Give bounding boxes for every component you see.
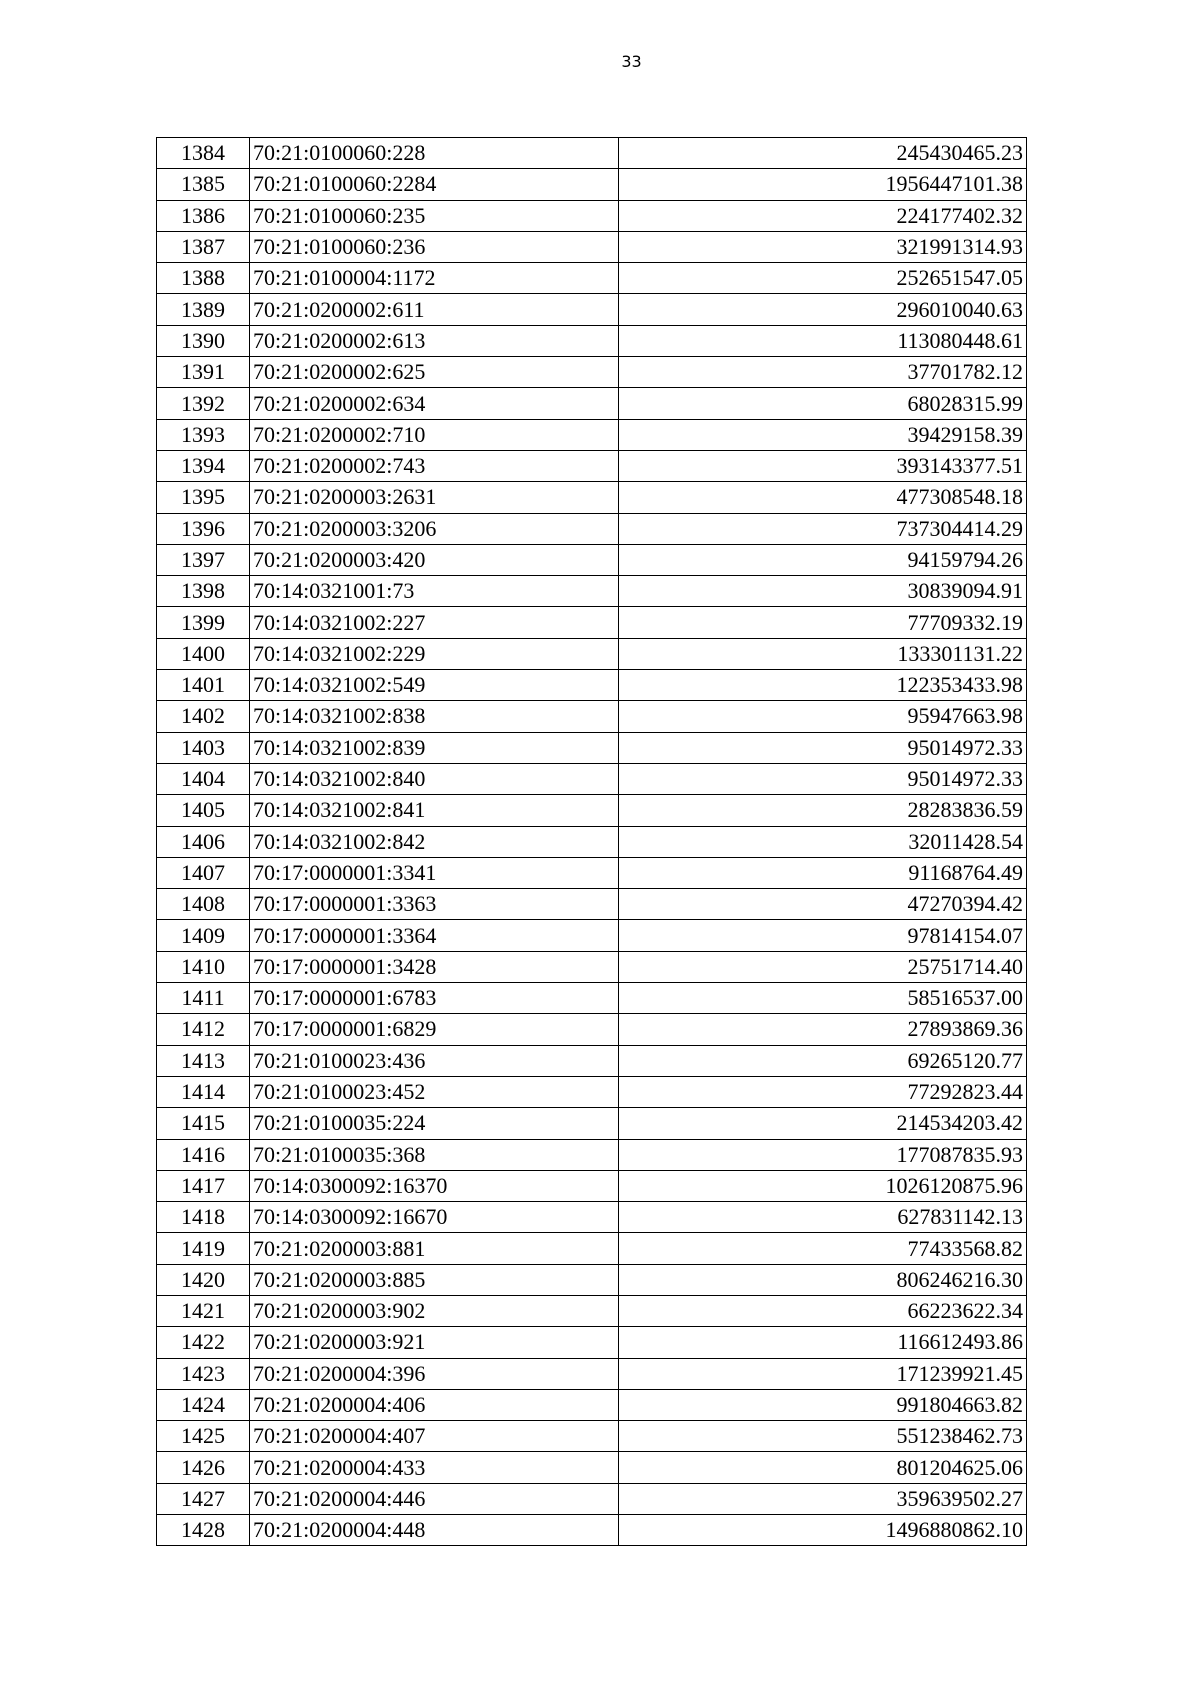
cadastral-number: 70:21:0100060:235 [250, 200, 619, 231]
cadastral-value: 95947663.98 [619, 701, 1027, 732]
row-number: 1424 [157, 1389, 250, 1420]
cadastral-number: 70:14:0321002:227 [250, 607, 619, 638]
cadastral-value: 171239921.45 [619, 1358, 1027, 1389]
table-row [157, 638, 1027, 669]
table-row [157, 544, 1027, 575]
cadastral-number: 70:21:0200004:406 [250, 1389, 619, 1420]
table-row [157, 1264, 1027, 1295]
row-number: 1389 [157, 294, 250, 325]
cadastral-value: 77292823.44 [619, 1076, 1027, 1107]
table-row [157, 357, 1027, 388]
row-number: 1407 [157, 857, 250, 888]
cadastral-number: 70:17:0000001:3364 [250, 920, 619, 951]
row-number: 1388 [157, 263, 250, 294]
table-row [157, 951, 1027, 982]
table-row [157, 1014, 1027, 1045]
cadastral-number: 70:21:0200003:881 [250, 1233, 619, 1264]
cadastral-value: 58516537.00 [619, 983, 1027, 1014]
cadastral-number: 70:14:0321002:841 [250, 795, 619, 826]
cadastral-number: 70:17:0000001:3428 [250, 951, 619, 982]
table-row [157, 1327, 1027, 1358]
table-row [157, 1452, 1027, 1483]
cadastral-value: 30839094.91 [619, 576, 1027, 607]
cadastral-value: 1956447101.38 [619, 169, 1027, 200]
row-number: 1390 [157, 325, 250, 356]
table-row [157, 200, 1027, 231]
table-row [157, 231, 1027, 262]
cadastral-number: 70:21:0100023:436 [250, 1045, 619, 1076]
cadastral-value: 91168764.49 [619, 857, 1027, 888]
cadastral-number: 70:21:0200002:611 [250, 294, 619, 325]
cadastral-value-table [156, 137, 1027, 1546]
cadastral-number: 70:21:0200004:396 [250, 1358, 619, 1389]
row-number: 1404 [157, 763, 250, 794]
cadastral-value: 806246216.30 [619, 1264, 1027, 1295]
row-number: 1426 [157, 1452, 250, 1483]
cadastral-value: 245430465.23 [619, 138, 1027, 169]
cadastral-number: 70:14:0300092:16670 [250, 1202, 619, 1233]
row-number: 1411 [157, 983, 250, 1014]
row-number: 1420 [157, 1264, 250, 1295]
cadastral-value: 1026120875.96 [619, 1170, 1027, 1201]
cadastral-number: 70:21:0100035:224 [250, 1108, 619, 1139]
cadastral-number: 70:14:0321001:73 [250, 576, 619, 607]
table-row [157, 513, 1027, 544]
cadastral-value: 477308548.18 [619, 482, 1027, 513]
cadastral-value: 551238462.73 [619, 1421, 1027, 1452]
cadastral-number: 70:21:0100060:228 [250, 138, 619, 169]
cadastral-number: 70:21:0200003:2631 [250, 482, 619, 513]
row-number: 1406 [157, 826, 250, 857]
table-row [157, 1045, 1027, 1076]
cadastral-number: 70:21:0100060:2284 [250, 169, 619, 200]
table-row [157, 1170, 1027, 1201]
cadastral-number: 70:21:0100060:236 [250, 231, 619, 262]
row-number: 1393 [157, 419, 250, 450]
cadastral-value: 47270394.42 [619, 889, 1027, 920]
table-row [157, 857, 1027, 888]
cadastral-number: 70:21:0200004:407 [250, 1421, 619, 1452]
table-row [157, 1233, 1027, 1264]
table-row [157, 1295, 1027, 1326]
cadastral-number: 70:14:0300092:16370 [250, 1170, 619, 1201]
cadastral-number: 70:14:0321002:840 [250, 763, 619, 794]
cadastral-number: 70:21:0200004:448 [250, 1515, 619, 1546]
table-body [157, 138, 1027, 1546]
table-row [157, 1108, 1027, 1139]
table-row [157, 1358, 1027, 1389]
table-row [157, 1202, 1027, 1233]
row-number: 1413 [157, 1045, 250, 1076]
row-number: 1394 [157, 450, 250, 481]
cadastral-value: 66223622.34 [619, 1295, 1027, 1326]
row-number: 1417 [157, 1170, 250, 1201]
cadastral-number: 70:17:0000001:3363 [250, 889, 619, 920]
table-row [157, 826, 1027, 857]
cadastral-value: 27893869.36 [619, 1014, 1027, 1045]
table-row [157, 983, 1027, 1014]
page-number: 33 [621, 52, 642, 71]
cadastral-value: 95014972.33 [619, 732, 1027, 763]
table-row [157, 701, 1027, 732]
table-row [157, 795, 1027, 826]
cadastral-number: 70:21:0200003:885 [250, 1264, 619, 1295]
cadastral-number: 70:17:0000001:6829 [250, 1014, 619, 1045]
cadastral-number: 70:21:0200002:710 [250, 419, 619, 450]
cadastral-value: 393143377.51 [619, 450, 1027, 481]
row-number: 1425 [157, 1421, 250, 1452]
row-number: 1401 [157, 670, 250, 701]
cadastral-value: 1496880862.10 [619, 1515, 1027, 1546]
table-row [157, 482, 1027, 513]
row-number: 1396 [157, 513, 250, 544]
table-row [157, 1515, 1027, 1546]
cadastral-number: 70:21:0200002:613 [250, 325, 619, 356]
row-number: 1414 [157, 1076, 250, 1107]
table-row [157, 889, 1027, 920]
cadastral-number: 70:21:0200003:921 [250, 1327, 619, 1358]
cadastral-number: 70:21:0100035:368 [250, 1139, 619, 1170]
row-number: 1384 [157, 138, 250, 169]
row-number: 1386 [157, 200, 250, 231]
row-number: 1398 [157, 576, 250, 607]
cadastral-number: 70:21:0100023:452 [250, 1076, 619, 1107]
table-row [157, 1076, 1027, 1107]
cadastral-value: 801204625.06 [619, 1452, 1027, 1483]
row-number: 1416 [157, 1139, 250, 1170]
cadastral-number: 70:21:0200002:625 [250, 357, 619, 388]
cadastral-value: 68028315.99 [619, 388, 1027, 419]
cadastral-value: 737304414.29 [619, 513, 1027, 544]
row-number: 1405 [157, 795, 250, 826]
cadastral-value: 627831142.13 [619, 1202, 1027, 1233]
table-row [157, 732, 1027, 763]
row-number: 1402 [157, 701, 250, 732]
row-number: 1385 [157, 169, 250, 200]
row-number: 1427 [157, 1483, 250, 1514]
cadastral-value: 28283836.59 [619, 795, 1027, 826]
cadastral-value: 133301131.22 [619, 638, 1027, 669]
row-number: 1419 [157, 1233, 250, 1264]
cadastral-value: 359639502.27 [619, 1483, 1027, 1514]
row-number: 1391 [157, 357, 250, 388]
table-row [157, 763, 1027, 794]
cadastral-value: 97814154.07 [619, 920, 1027, 951]
cadastral-number: 70:14:0321002:229 [250, 638, 619, 669]
cadastral-number: 70:21:0100004:1172 [250, 263, 619, 294]
cadastral-value: 224177402.32 [619, 200, 1027, 231]
cadastral-value: 122353433.98 [619, 670, 1027, 701]
cadastral-number: 70:14:0321002:549 [250, 670, 619, 701]
cadastral-value: 32011428.54 [619, 826, 1027, 857]
cadastral-number: 70:21:0200003:420 [250, 544, 619, 575]
table-row [157, 169, 1027, 200]
cadastral-number: 70:17:0000001:3341 [250, 857, 619, 888]
cadastral-number: 70:21:0200003:3206 [250, 513, 619, 544]
table-row [157, 1421, 1027, 1452]
row-number: 1428 [157, 1515, 250, 1546]
row-number: 1408 [157, 889, 250, 920]
row-number: 1395 [157, 482, 250, 513]
cadastral-value: 37701782.12 [619, 357, 1027, 388]
cadastral-number: 70:21:0200004:433 [250, 1452, 619, 1483]
row-number: 1387 [157, 231, 250, 262]
table-row [157, 670, 1027, 701]
cadastral-number: 70:21:0200004:446 [250, 1483, 619, 1514]
cadastral-value: 95014972.33 [619, 763, 1027, 794]
cadastral-value: 991804663.82 [619, 1389, 1027, 1420]
table-row [157, 1139, 1027, 1170]
cadastral-number: 70:14:0321002:842 [250, 826, 619, 857]
table-row [157, 325, 1027, 356]
cadastral-number: 70:21:0200003:902 [250, 1295, 619, 1326]
cadastral-value: 77709332.19 [619, 607, 1027, 638]
table-row [157, 263, 1027, 294]
table-row [157, 1483, 1027, 1514]
cadastral-value: 177087835.93 [619, 1139, 1027, 1170]
cadastral-value: 252651547.05 [619, 263, 1027, 294]
row-number: 1415 [157, 1108, 250, 1139]
table-row [157, 388, 1027, 419]
row-number: 1418 [157, 1202, 250, 1233]
cadastral-value: 116612493.86 [619, 1327, 1027, 1358]
cadastral-value: 25751714.40 [619, 951, 1027, 982]
cadastral-number: 70:17:0000001:6783 [250, 983, 619, 1014]
row-number: 1412 [157, 1014, 250, 1045]
table-row [157, 576, 1027, 607]
row-number: 1410 [157, 951, 250, 982]
table-row [157, 138, 1027, 169]
row-number: 1423 [157, 1358, 250, 1389]
cadastral-number: 70:14:0321002:838 [250, 701, 619, 732]
table-row [157, 419, 1027, 450]
row-number: 1400 [157, 638, 250, 669]
row-number: 1422 [157, 1327, 250, 1358]
cadastral-number: 70:21:0200002:743 [250, 450, 619, 481]
cadastral-value: 69265120.77 [619, 1045, 1027, 1076]
row-number: 1421 [157, 1295, 250, 1326]
cadastral-value: 94159794.26 [619, 544, 1027, 575]
cadastral-number: 70:14:0321002:839 [250, 732, 619, 763]
cadastral-value: 39429158.39 [619, 419, 1027, 450]
row-number: 1399 [157, 607, 250, 638]
table-row [157, 450, 1027, 481]
table-row [157, 920, 1027, 951]
row-number: 1392 [157, 388, 250, 419]
cadastral-value: 113080448.61 [619, 325, 1027, 356]
cadastral-value: 77433568.82 [619, 1233, 1027, 1264]
table-row [157, 294, 1027, 325]
cadastral-value: 214534203.42 [619, 1108, 1027, 1139]
table-row [157, 1389, 1027, 1420]
cadastral-value: 296010040.63 [619, 294, 1027, 325]
row-number: 1403 [157, 732, 250, 763]
table-row [157, 607, 1027, 638]
row-number: 1397 [157, 544, 250, 575]
row-number: 1409 [157, 920, 250, 951]
cadastral-value: 321991314.93 [619, 231, 1027, 262]
cadastral-number: 70:21:0200002:634 [250, 388, 619, 419]
